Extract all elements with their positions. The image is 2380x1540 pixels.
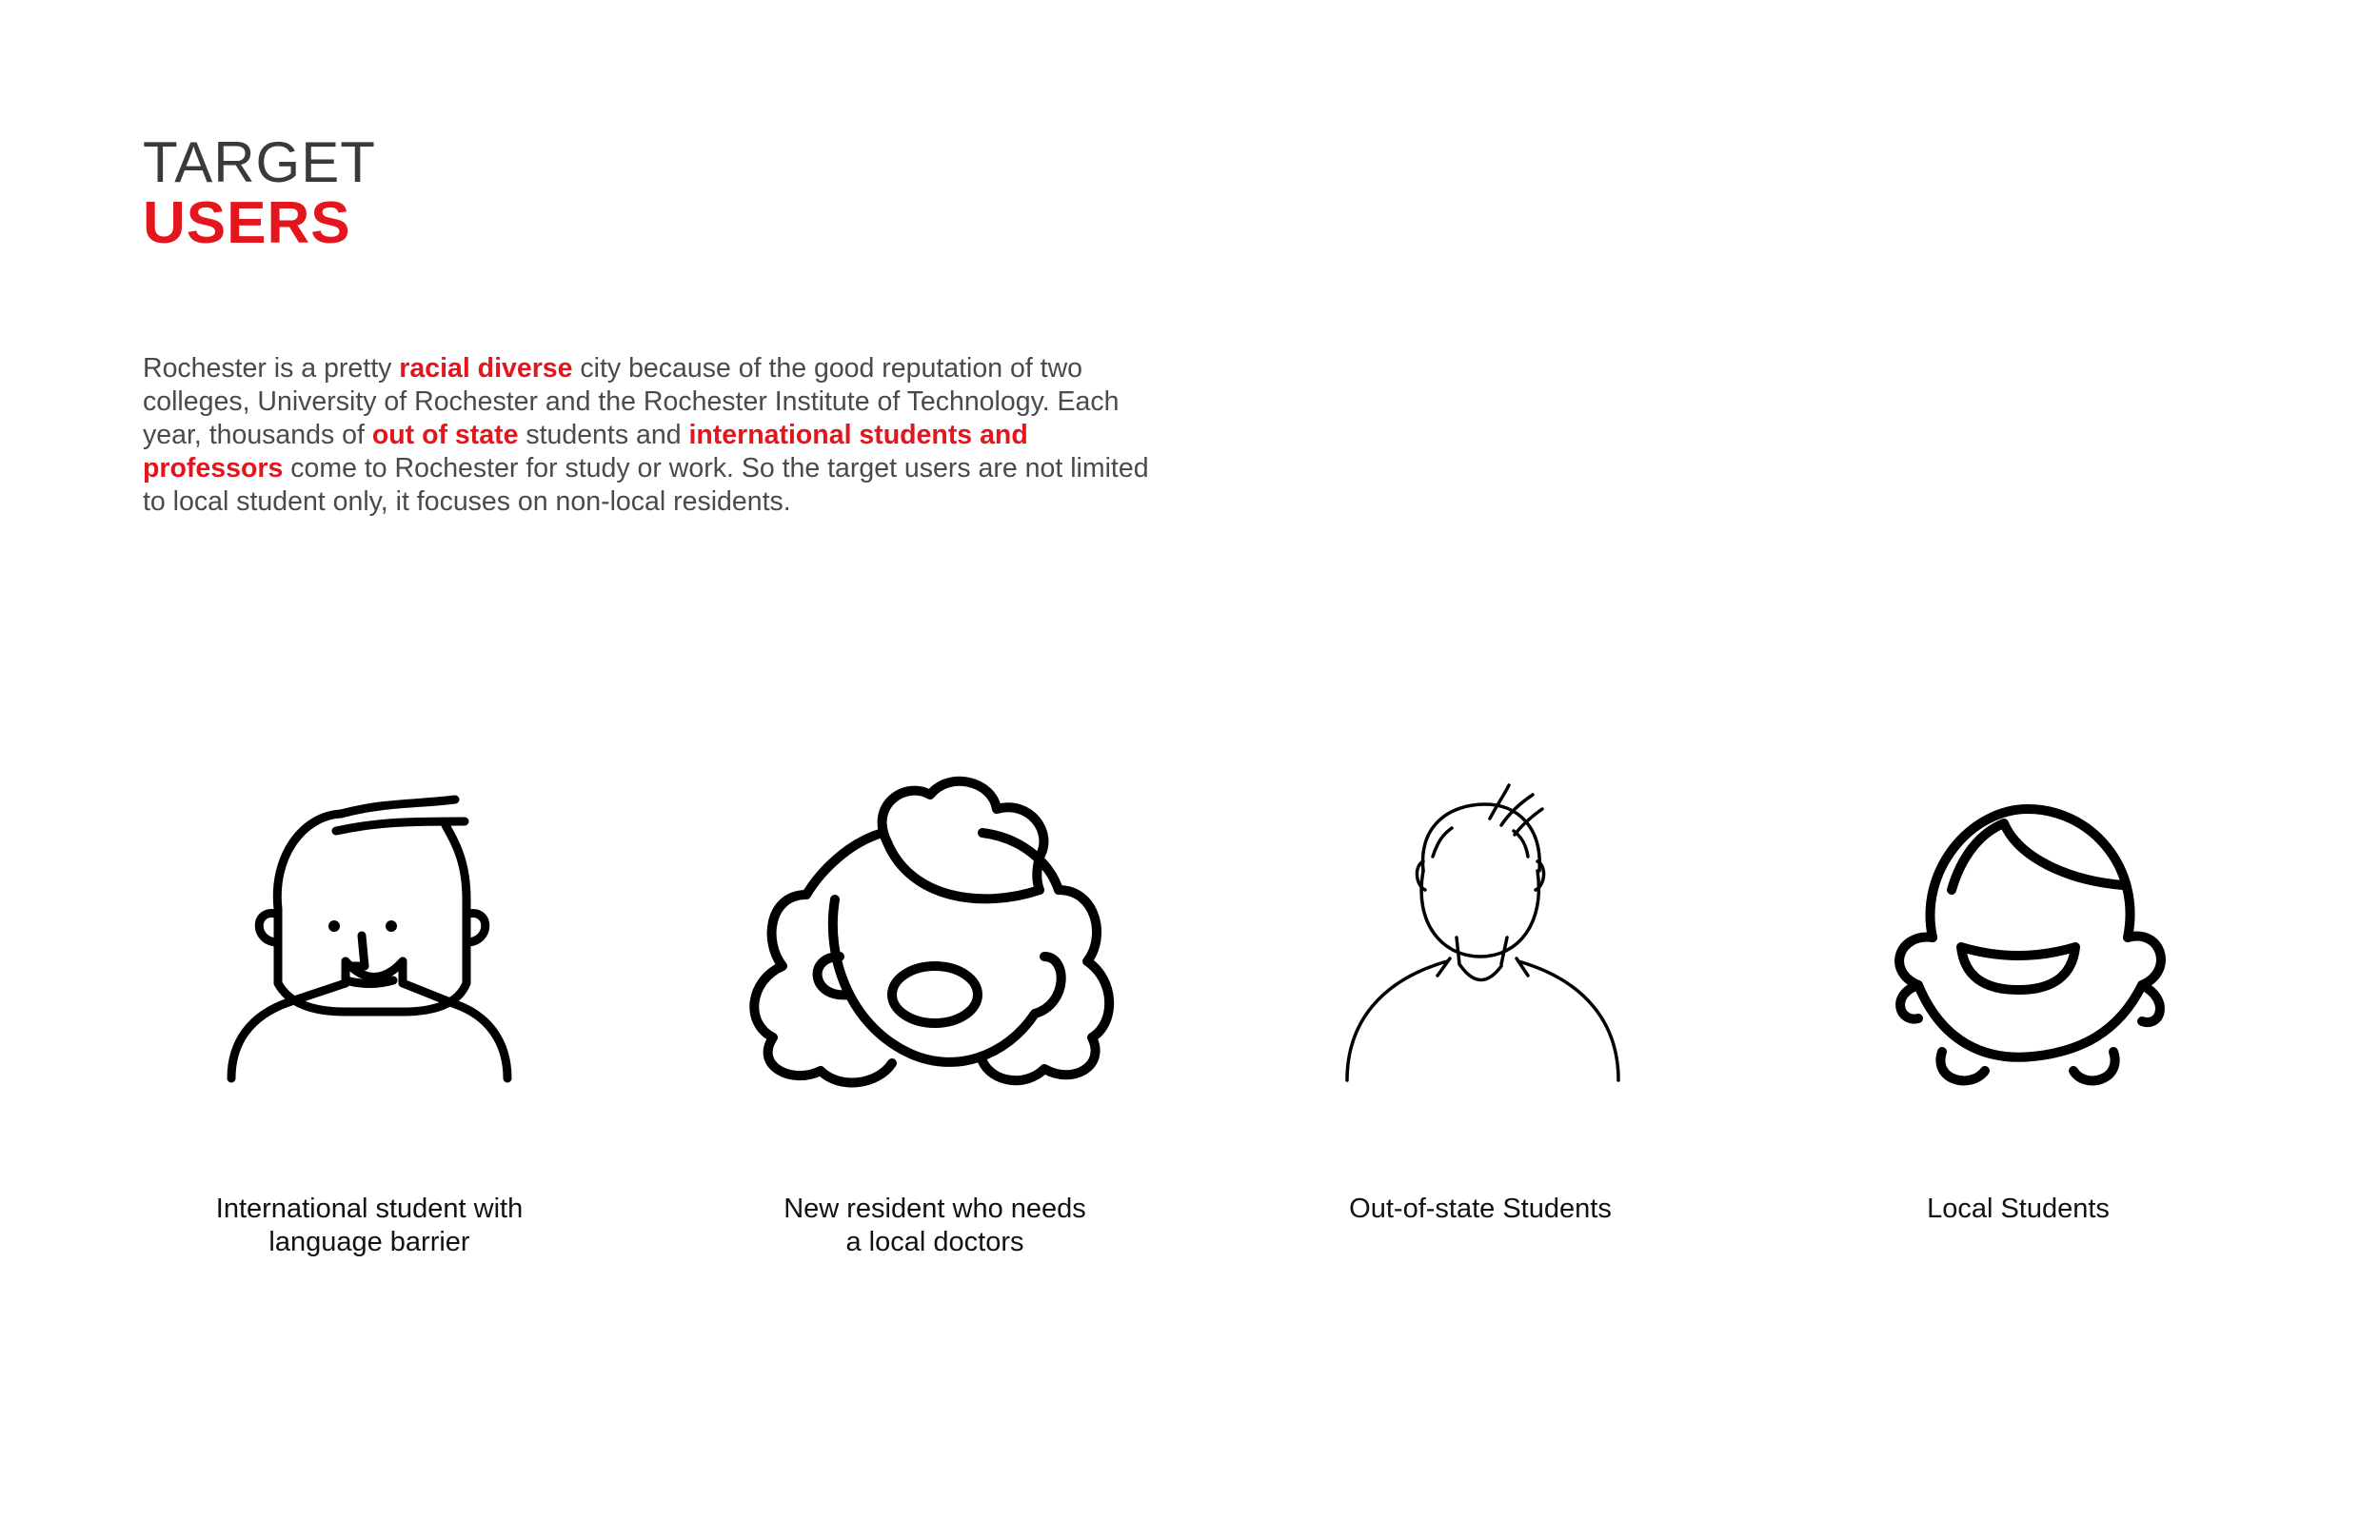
persona-international-student [141,766,598,1259]
intro-highlight-racial-diverse: racial diverse [399,353,573,384]
persona-label-line: language barrier [268,1227,470,1257]
persona-local-student [1790,766,2247,1226]
persona-label-line: New resident who needs [783,1194,1086,1224]
persona-label-line: Out-of-state Students [1349,1194,1612,1224]
intro-text: city because of the good reputation of two colleges, University of Rochester and the Rochester Institute of Technology. Each year, thousands of [143,353,1120,450]
girl-avatar-icon [1828,766,2209,1090]
intro-text: come to Rochester for study or work. So the target users are not limited to local student only, it focuses on non-local residents. [143,453,1149,517]
page-title [143,130,376,256]
persona-label-line: a local doctors [845,1227,1024,1257]
page-title-line2: USERS [143,190,351,256]
intro-text: Rochester is a pretty [143,353,400,384]
man-avatar-icon [179,766,560,1090]
intro-text: students and [518,420,689,450]
persona-new-resident [706,766,1163,1259]
intro-paragraph [143,352,1152,519]
persona-label [706,1193,1163,1259]
persona-label [141,1193,598,1259]
young-man-avatar-icon [1290,766,1671,1090]
page-title-line1: TARGET [143,130,376,194]
intro-highlight-international: international students and professors [143,420,1028,484]
curly-hair-woman-avatar-icon [716,766,1154,1090]
persona-out-of-state-student [1252,766,1709,1226]
persona-label [1790,1193,2247,1226]
persona-label-line: International student with [215,1194,524,1224]
persona-label-line: Local Students [1927,1194,2110,1224]
intro-highlight-out-of-state: out of state [371,420,519,450]
persona-label [1252,1193,1709,1226]
